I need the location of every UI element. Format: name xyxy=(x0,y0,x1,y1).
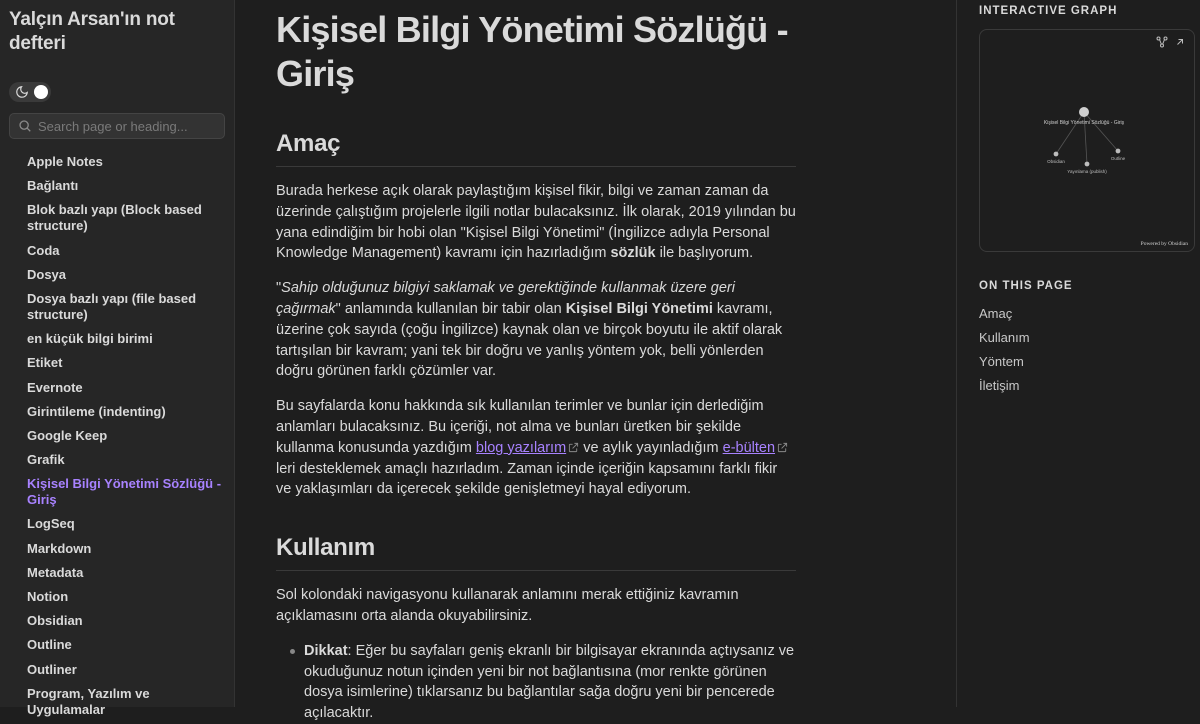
sidebar-item-metadata[interactable]: Metadata xyxy=(27,564,84,580)
heading-kullanim: Kullanım xyxy=(276,534,796,571)
paragraph-definition xyxy=(276,278,796,382)
text-span: kavramı, üzerine çok sayıda (çoğu İngilizce) kaynak olan ve birçok boyutu ile aktif olarak tartışılan bir kavram; yani tek bir doğru ve yanlış yöntem yok, belli yönlerden doğru görünen farklı çözümler var. xyxy=(276,300,783,380)
sidebar-item-dosya-bazli-yapi[interactable]: Dosya bazlı yapı (file based structure) xyxy=(27,290,197,322)
toc-item-amac[interactable]: Amaç xyxy=(979,306,1013,321)
sidebar-item-obsidian[interactable]: Obsidian xyxy=(27,613,83,629)
toc-item-iletisim[interactable]: İletişim xyxy=(979,378,1020,393)
right-panel xyxy=(956,0,1200,707)
expand-icon[interactable] xyxy=(1174,36,1186,48)
text-span: Burada herkese açık olarak paylaştığım kişisel fikir, bilgi ve zaman zaman da üzerinde çalıştığım projelerle ilgili notlar bulacaksınız. İlk olarak, 2019 yılından bu yana edindiğim bir hobi olan "Kişisel Bilgi Yönetimi" (İngilizce adıyla Personal Knowledge Management) kavramı için hazırladığım xyxy=(276,183,796,262)
moon-icon xyxy=(15,85,29,99)
paragraph-content xyxy=(276,396,796,500)
graph-node-label: Yayınlama (publish) xyxy=(1067,169,1107,174)
blog-link[interactable]: blog yazılarım xyxy=(475,439,567,456)
text-span: ile başlıyorum. xyxy=(655,245,754,262)
paragraph-intro xyxy=(276,181,796,264)
bullet-list xyxy=(276,641,796,724)
nav-list xyxy=(9,154,225,718)
search-box[interactable] xyxy=(9,113,225,139)
list-item xyxy=(290,641,796,724)
graph-section-label: INTERACTIVE GRAPH xyxy=(979,5,1118,17)
bold-text: Kişisel Bilgi Yönetimi xyxy=(565,300,713,317)
quote-mark: " xyxy=(276,280,282,297)
sidebar-item-baglanti[interactable]: Bağlantı xyxy=(27,178,79,194)
search-input[interactable] xyxy=(38,119,216,134)
interactive-graph[interactable] xyxy=(979,29,1195,252)
sidebar-item-logseq[interactable]: LogSeq xyxy=(27,516,75,532)
sidebar-item-outliner[interactable]: Outliner xyxy=(27,661,77,677)
text-span: ve aylık yayınladığım xyxy=(579,439,723,456)
sidebar-item-girintileme[interactable]: Girintileme (indenting) xyxy=(27,403,166,419)
graph-canvas[interactable] xyxy=(980,30,1196,253)
sidebar-item-etiket[interactable]: Etiket xyxy=(27,355,63,371)
site-title[interactable]: Yalçın Arsan'ın not defteri xyxy=(9,9,175,54)
page-title: Kişisel Bilgi Yönetimi Sözlüğü - Giriş xyxy=(276,9,788,94)
graph-icon[interactable] xyxy=(1156,36,1168,48)
main-content xyxy=(276,0,796,722)
heading-amac: Amaç xyxy=(276,130,796,167)
sidebar-item-program-yazilim[interactable]: Program, Yazılım ve Uygulamalar xyxy=(27,685,150,717)
newsletter-link[interactable]: e-bülten xyxy=(722,439,776,456)
toc-item-kullanim[interactable]: Kullanım xyxy=(979,330,1030,345)
text-span: anlamında kullanılan bir tabir olan xyxy=(340,300,566,317)
sidebar-item-google-keep[interactable]: Google Keep xyxy=(27,427,108,443)
paragraph-usage: Sol kolondaki navigasyonu kullanarak anlamını merak ettiğiniz kavramın açıklamasını orta alanda okuyabilirsiniz. xyxy=(276,587,739,624)
sidebar-item-evernote[interactable]: Evernote xyxy=(27,379,83,395)
external-link-icon xyxy=(568,442,579,453)
left-sidebar xyxy=(0,0,235,717)
powered-by-text[interactable]: Powered by Obsidian xyxy=(1140,241,1188,247)
sidebar-item-blok-bazli-yapi[interactable]: Blok bazlı yapı (Block based structure) xyxy=(27,202,202,234)
graph-node-label: Kişisel Bilgi Yönetimi Sözlüğü - Giriş xyxy=(1043,120,1125,126)
sidebar-item-grafik[interactable]: Grafik xyxy=(27,452,65,468)
graph-node-obsidian[interactable] xyxy=(1054,152,1059,157)
sidebar-item-outline[interactable]: Outline xyxy=(27,637,72,653)
sidebar-item-markdown[interactable]: Markdown xyxy=(27,540,92,556)
sidebar-item-dosya[interactable]: Dosya xyxy=(27,266,67,282)
bold-text: Dikkat xyxy=(304,642,348,659)
sidebar-item-en-kucuk-bilgi-birimi[interactable]: en küçük bilgi birimi xyxy=(27,331,153,347)
graph-controls xyxy=(1156,36,1186,48)
sidebar-item-apple-notes[interactable]: Apple Notes xyxy=(27,154,103,169)
toc-item-yontem[interactable]: Yöntem xyxy=(979,354,1024,369)
search-icon xyxy=(18,119,32,133)
external-link-icon xyxy=(777,442,788,453)
text-span: : Eğer bu sayfaları geniş ekranlı bir bilgisayar ekranında açtıysanız ve okuduğunuz notun içinden yeni bir not bağlantısına (mor renkte görünen dosya isimlerine) tıklarsanız bu bağlantılar sağa doğru yeni bir pencerede açılacaktır. xyxy=(304,642,795,722)
graph-node-yayinlama[interactable] xyxy=(1085,162,1090,167)
graph-node-current[interactable] xyxy=(1079,107,1089,117)
bold-text: sözlük xyxy=(610,245,656,262)
italic-quote: Sahip olduğunuz bilgiyi saklamak ve gerektiğinde kullanmak üzere geri çağırmak xyxy=(276,280,735,317)
toc-list xyxy=(979,306,1200,394)
quote-mark: " xyxy=(335,300,341,317)
graph-edge xyxy=(1084,112,1118,151)
graph-node-outline[interactable] xyxy=(1116,149,1121,154)
graph-edge xyxy=(1056,112,1084,154)
text-span: Bu sayfalarda konu hakkında sık kullanılan terimler ve bunlar için derlediğim anlamları bulacaksınız. Bu içeriği, not alma ve bunları üretken bir şekilde kullanma konusunda yazdığım xyxy=(276,398,764,456)
toc-section-label: ON THIS PAGE xyxy=(979,280,1073,292)
toggle-knob xyxy=(34,85,48,99)
sidebar-item-notion[interactable]: Notion xyxy=(27,589,69,604)
text-span: leri desteklemek amaçlı hazırladım. Zaman içinde içeriğin kapsamını farklı fikir ve yaklaşımları da içerecek şekilde genişletmeyi hayal ediyorum. xyxy=(276,460,778,498)
graph-node-label: Obsidian xyxy=(1047,159,1065,164)
sidebar-item-coda[interactable]: Coda xyxy=(27,242,60,258)
graph-node-label: Outline xyxy=(1110,156,1126,161)
sidebar-item-kbys-giris[interactable]: Kişisel Bilgi Yönetimi Sözlüğü - Giriş xyxy=(27,476,222,508)
theme-toggle[interactable] xyxy=(9,82,51,102)
